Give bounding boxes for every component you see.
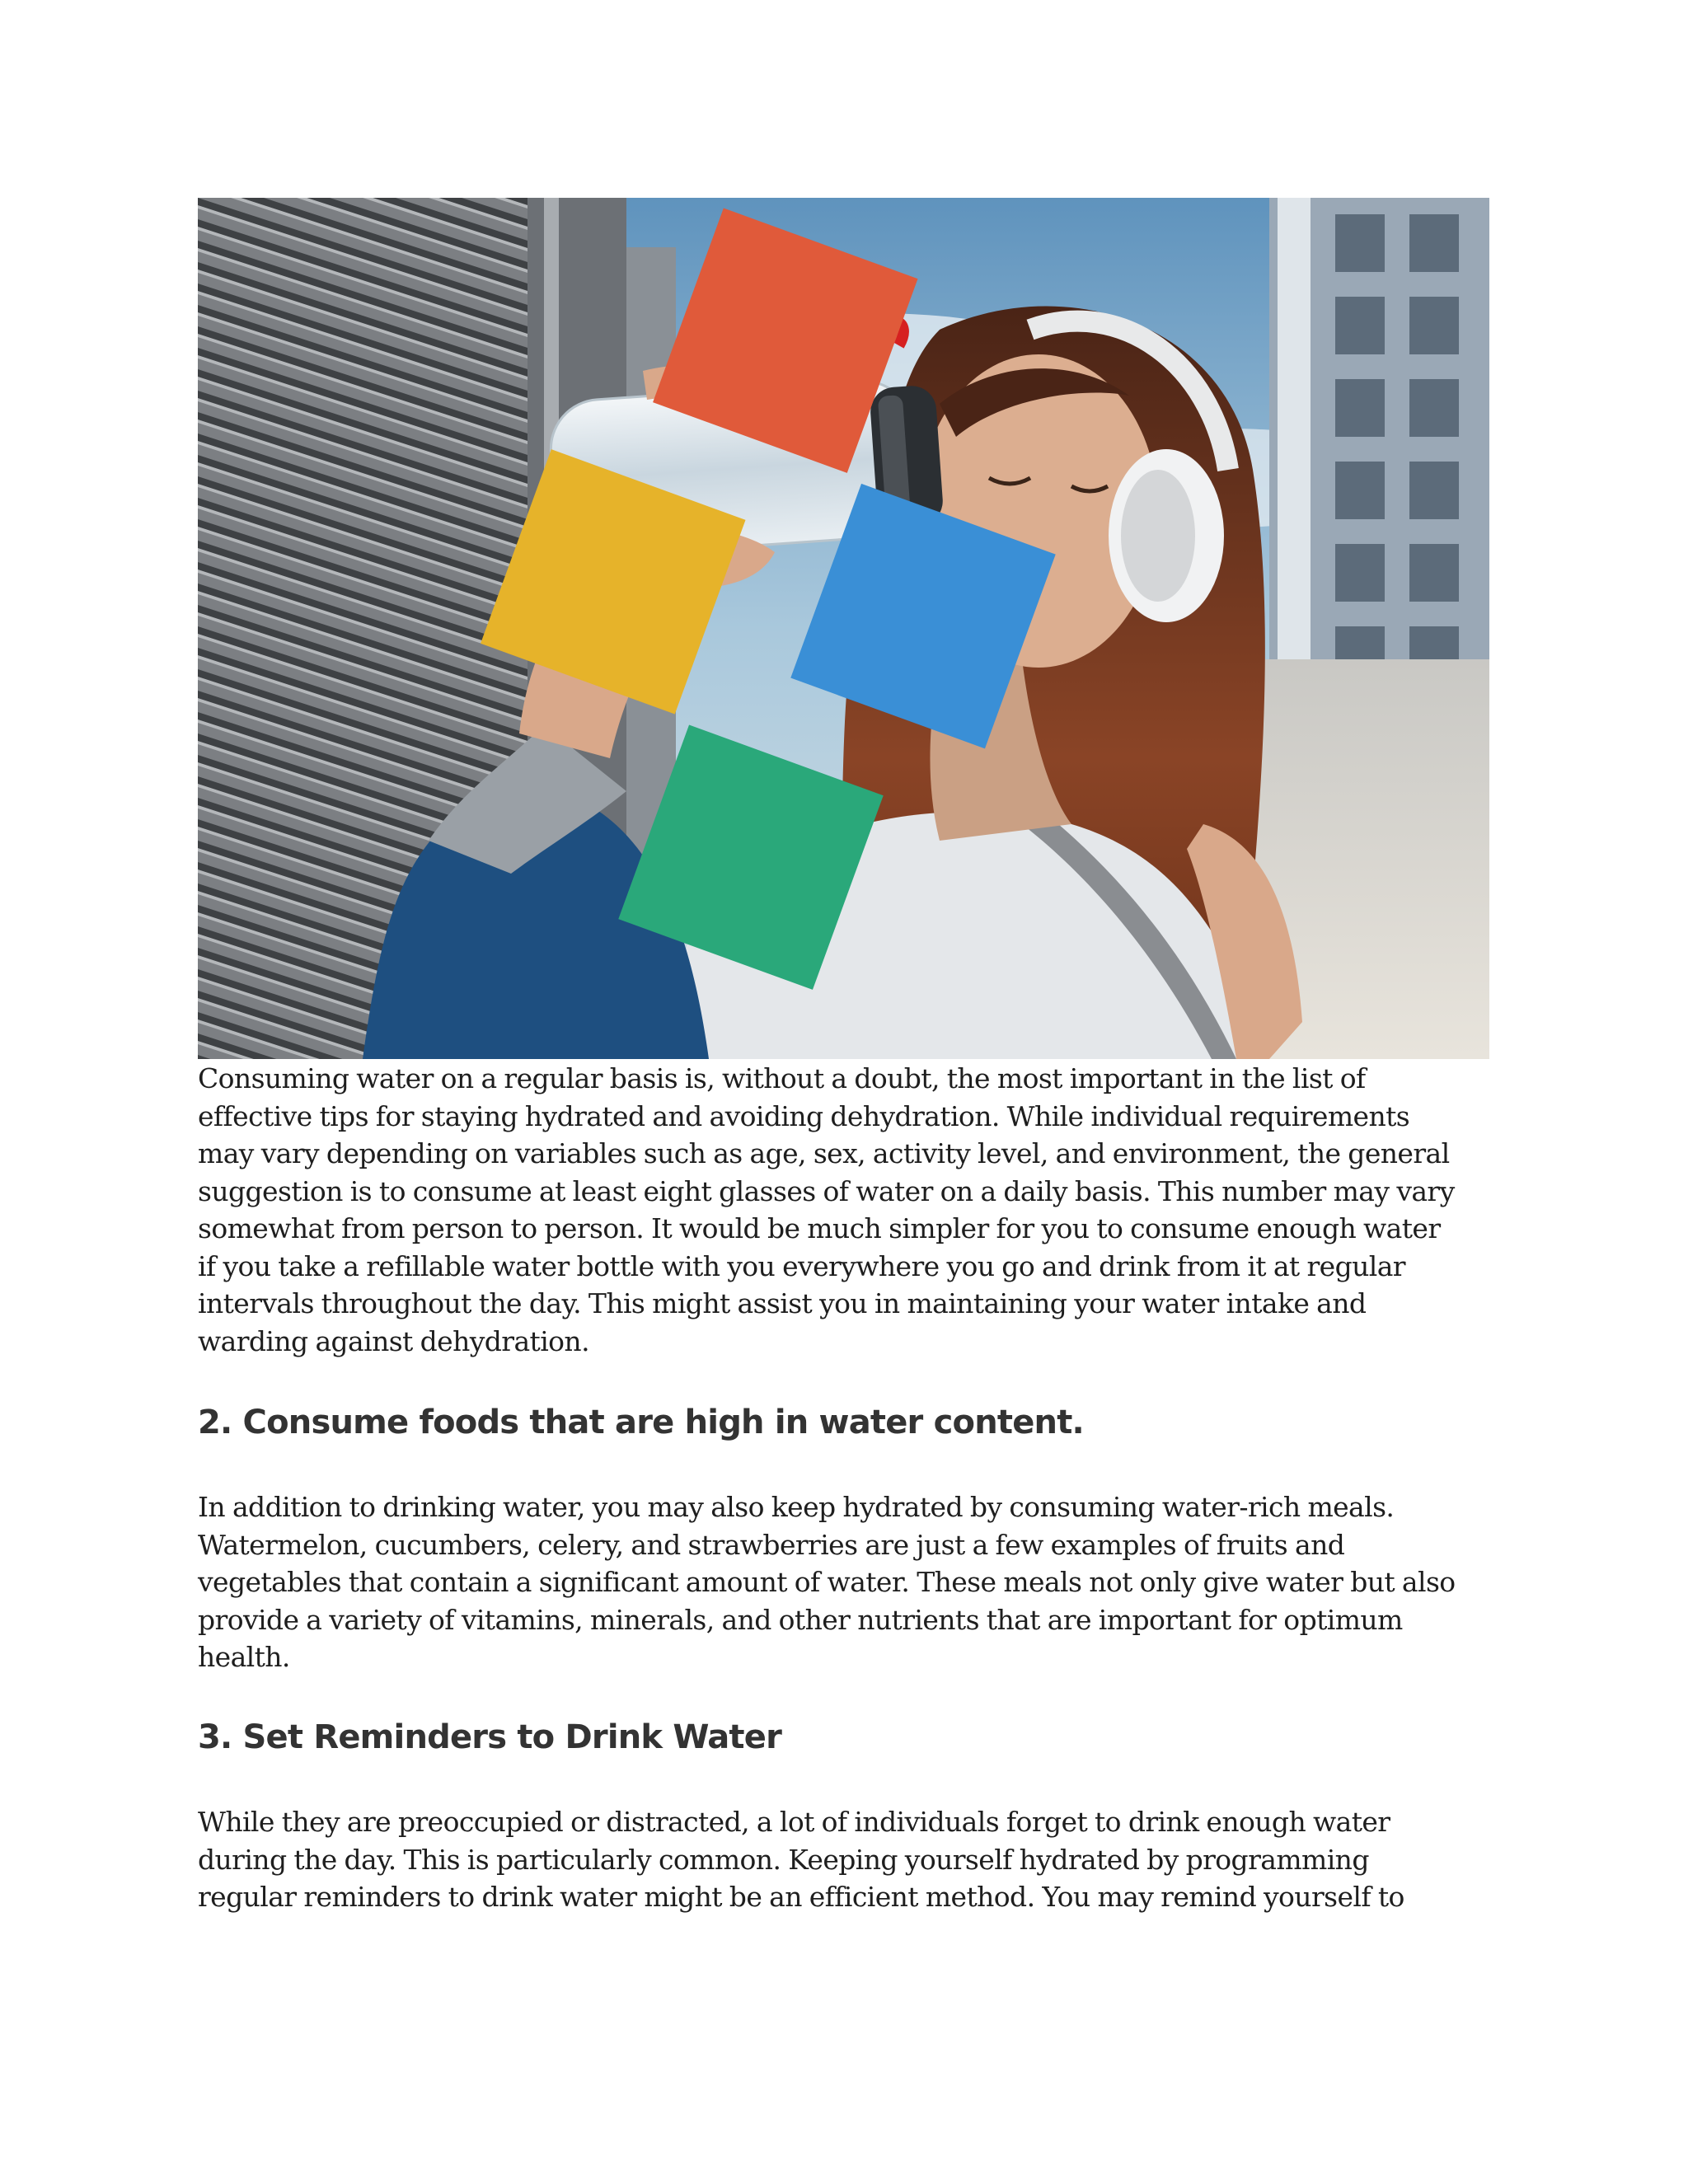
text-line: warding against dehydration.	[198, 1324, 589, 1357]
text-line: Consuming water on a regular basis is, without a doubt, the most important in the list of	[198, 1062, 1366, 1094]
brand-logo-icon	[198, 203, 1483, 1059]
text-line: health.	[198, 1641, 290, 1673]
text-line: regular reminders to drink water might be an efficient method. You may remind yourself to	[198, 1881, 1404, 1913]
section-heading-reminders: 3. Set Reminders to Drink Water	[198, 1718, 781, 1756]
paragraph-reminders	[198, 1803, 1500, 1916]
section-heading-foods: 2. Consume foods that are high in water content.	[198, 1404, 1084, 1441]
paragraph-water-rich-foods	[198, 1488, 1500, 1676]
text-line: provide a variety of vitamins, minerals, and other nutrients that are important for optimum	[198, 1603, 1403, 1636]
text-line: While they are preoccupied or distracted, a lot of individuals forget to drink enough water	[198, 1806, 1390, 1838]
text-line: vegetables that contain a significant amount of water. These meals not only give water but also	[198, 1566, 1456, 1598]
text-line: In addition to drinking water, you may also keep hydrated by consuming water-rich meals.	[198, 1491, 1395, 1523]
text-line: somewhat from person to person. It would be much simpler for you to consume enough water	[198, 1212, 1441, 1244]
paragraph-drinking-water	[198, 1060, 1500, 1360]
text-line: if you take a refillable water bottle with you everywhere you go and drink from it at regular	[198, 1249, 1405, 1282]
text-line: Watermelon, cucumbers, celery, and strawberries are just a few examples of fruits and	[198, 1528, 1345, 1561]
text-line: may vary depending on variables such as age, sex, activity level, and environment, the general	[198, 1137, 1450, 1169]
text-line: suggestion is to consume at least eight glasses of water on a daily basis. This number may vary	[198, 1174, 1455, 1207]
text-line: during the day. This is particularly common. Keeping yourself hydrated by programming	[198, 1843, 1369, 1876]
hero-photo	[198, 198, 1489, 1059]
text-line: intervals throughout the day. This might assist you in maintaining your water intake and	[198, 1287, 1367, 1319]
text-line: effective tips for staying hydrated and avoiding dehydration. While individual requirements	[198, 1099, 1410, 1132]
